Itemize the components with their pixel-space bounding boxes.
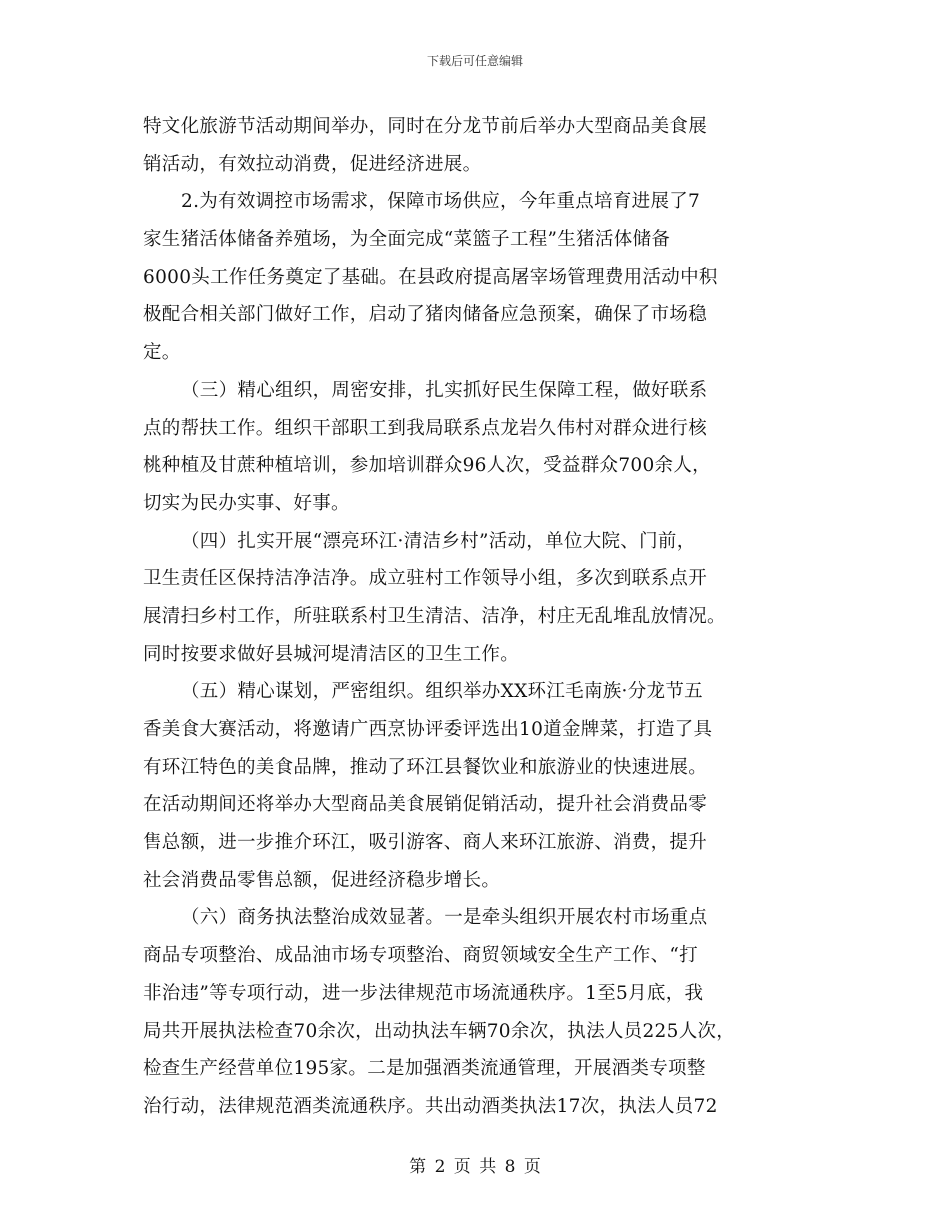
text-line: 检查生产经营单位195家。二是加强酒类流通管理，开展酒类专项整 xyxy=(143,1058,706,1080)
text-line: 点的帮扶工作。组织干部职工到我局联系点龙岩久伟村对群众进行核 xyxy=(143,417,708,439)
text-line: 在活动期间还将举办大型商品美食展销促销活动，提升社会消费品零 xyxy=(143,794,708,816)
text-line: 销活动，有效拉动消费，促进经济进展。 xyxy=(143,153,482,175)
text-line: 切实为民办实事、好事。 xyxy=(143,492,350,514)
paragraph-start-line: （三）精心组织，周密安排，扎实抓好民生保障工程，做好联系 xyxy=(181,379,708,401)
text-line: 桃种植及甘蔗种植培训，参加培训群众96人次，受益群众700余人， xyxy=(143,455,711,477)
text-line: 局共开展执法检查70余次，出动执法车辆70余次，执法人员225人次， xyxy=(143,1020,736,1042)
text-line: 6000头工作任务奠定了基础。在县政府提高屠宰场管理费用活动中积 xyxy=(143,266,718,288)
text-line: 极配合相关部门做好工作，启动了猪肉储备应急预案，确保了市场稳 xyxy=(143,304,708,326)
text-line: 非治违”等专项行动，进一步法律规范市场流通秩序。1至5月底，我 xyxy=(143,982,704,1004)
text-line: 同时按要求做好县城河堤清洁区的卫生工作。 xyxy=(143,643,520,665)
paragraph-start-line: （五）精心谋划，严密组织。组织举办XX环江毛南族·分龙节五 xyxy=(181,681,703,703)
paragraph-start-line: （六）商务执法整治成效显著。一是牵头组织开展农村市场重点 xyxy=(181,907,708,929)
text-line: 商品专项整治、成品油市场专项整治、商贸领域安全生产工作、“打 xyxy=(143,945,698,967)
text-line: 卫生责任区保持洁净洁净。成立驻村工作领导小组，多次到联系点开 xyxy=(143,568,708,590)
text-line: 售总额，进一步推介环江，吸引游客、商人来环江旅游、消费，提升 xyxy=(143,832,708,854)
text-line: 定。 xyxy=(143,342,181,364)
text-line: 治行动，法律规范酒类流通秩序。共出动酒类执法17次，执法人员72 xyxy=(143,1095,718,1117)
body-text xyxy=(143,108,823,1126)
paragraph-start-line: （四）扎实开展“漂亮环江·清洁乡村”活动，单位大院、门前， xyxy=(181,530,696,552)
text-line: 香美食大赛活动，将邀请广西烹协评委评选出10道金牌菜，打造了具 xyxy=(143,719,713,740)
text-line: 特文化旅游节活动期间举办，同时在分龙节前后举办大型商品美食展 xyxy=(143,116,708,137)
text-line: 社会消费品零售总额，促进经济稳步增长。 xyxy=(143,869,501,891)
text-line: 家生猪活体储备养殖场，为全面完成“菜篮子工程”生猪活体储备 xyxy=(143,229,671,251)
text-line: 有环江特色的美食品牌，推动了环江县餐饮业和旅游业的快速进展。 xyxy=(143,756,708,778)
text-line: 展清扫乡村工作，所驻联系村卫生清洁、洁净，村庄无乱堆乱放情况。 xyxy=(143,605,726,627)
page-header: 下载后可任意编辑 xyxy=(426,54,523,68)
page-number: 第 2 页 共 8 页 xyxy=(409,1157,541,1177)
paragraph-start-line: 2.为有效调控市场需求，保障市场供应，今年重点培育进展了7 xyxy=(181,191,701,213)
